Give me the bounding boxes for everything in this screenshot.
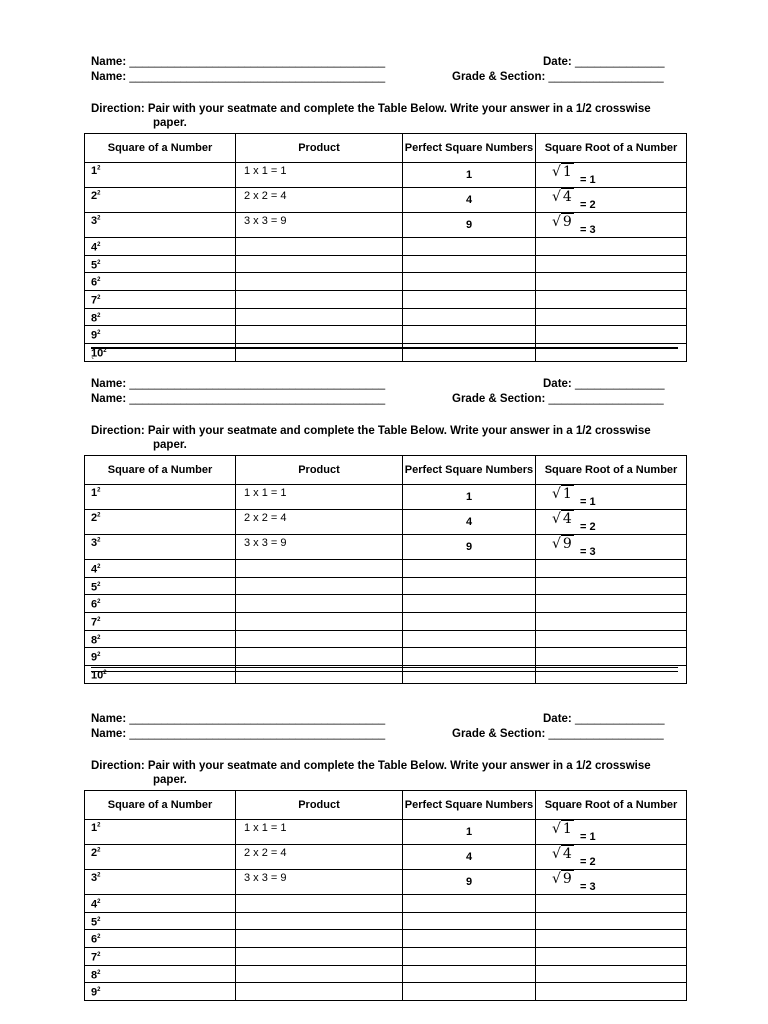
square-cell[interactable]: $6^2$ xyxy=(85,930,236,948)
grade-section-field[interactable]: Grade & Section: __________________ xyxy=(452,71,664,83)
name-field-2[interactable]: Name: ________________________________________ xyxy=(91,728,386,740)
date-field[interactable]: Date: ______________ xyxy=(543,378,665,390)
cut-line-2 xyxy=(91,667,678,672)
square-root-cell[interactable] xyxy=(536,485,687,510)
col-header-perfect-square: Perfect Square Numbers xyxy=(403,134,536,163)
name-field-2[interactable]: Name: ________________________________________ xyxy=(91,71,386,83)
table-row xyxy=(85,238,687,256)
perfect-square-cell[interactable] xyxy=(403,560,536,578)
square-root-cell[interactable] xyxy=(536,648,687,666)
table-row xyxy=(85,820,687,845)
square-cell[interactable]: $6^2$ xyxy=(85,273,236,291)
square-root-cell[interactable] xyxy=(536,965,687,983)
square-cell[interactable]: $10^2$ xyxy=(85,343,236,361)
table-row xyxy=(85,648,687,666)
perfect-square-cell[interactable] xyxy=(403,326,536,344)
direction-text: Direction: Pair with your seatmate and complete the Table Below. Write your answer in a 1/2 crosswise paper. xyxy=(91,103,651,129)
perfect-square-cell[interactable] xyxy=(403,947,536,965)
direction-text: Direction: Pair with your seatmate and complete the Table Below. Write your answer in a 1/2 crosswise paper. xyxy=(91,425,651,451)
product-cell[interactable] xyxy=(236,308,403,326)
product-cell[interactable] xyxy=(236,238,403,256)
table-row xyxy=(85,510,687,535)
perfect-square-cell[interactable] xyxy=(403,595,536,613)
square-cell[interactable]: $4^2$ xyxy=(85,560,236,578)
product-cell[interactable]: 2 x 2 = 4 xyxy=(236,188,403,213)
table-row xyxy=(85,485,687,510)
square-cell[interactable]: $2^2$ xyxy=(85,510,236,535)
perfect-square-cell[interactable]: 1 xyxy=(403,485,536,510)
product-cell[interactable] xyxy=(236,895,403,913)
product-cell[interactable] xyxy=(236,612,403,630)
square-cell[interactable]: $6^2$ xyxy=(85,595,236,613)
square-root-expression: √ 9 = 3 xyxy=(552,536,596,558)
table-row xyxy=(85,326,687,344)
product-cell[interactable] xyxy=(236,983,403,1001)
table-header-row xyxy=(85,134,687,163)
product-cell[interactable]: 3 x 3 = 9 xyxy=(236,213,403,238)
squares-table xyxy=(84,790,687,1001)
table-row xyxy=(85,290,687,308)
name-field-1[interactable]: Name: ________________________________________ xyxy=(91,378,386,390)
product-cell[interactable] xyxy=(236,930,403,948)
square-root-cell[interactable] xyxy=(536,188,687,213)
square-root-cell[interactable] xyxy=(536,930,687,948)
col-header-square-root: Square Root of a Number xyxy=(536,456,687,485)
product-cell[interactable]: 3 x 3 = 9 xyxy=(236,535,403,560)
col-header-square: Square of a Number xyxy=(85,456,236,485)
perfect-square-cell[interactable] xyxy=(403,648,536,666)
perfect-square-cell[interactable]: 1 xyxy=(403,163,536,188)
square-cell[interactable]: $9^2$ xyxy=(85,326,236,344)
square-root-cell[interactable] xyxy=(536,308,687,326)
square-cell[interactable]: $4^2$ xyxy=(85,238,236,256)
square-cell[interactable]: $1^2$ xyxy=(85,485,236,510)
square-cell[interactable]: $5^2$ xyxy=(85,255,236,273)
table-row xyxy=(85,965,687,983)
square-root-cell[interactable] xyxy=(536,947,687,965)
table-row xyxy=(85,188,687,213)
square-cell[interactable]: $3^2$ xyxy=(85,870,236,895)
product-cell[interactable] xyxy=(236,912,403,930)
perfect-square-cell[interactable] xyxy=(403,577,536,595)
col-header-perfect-square: Perfect Square Numbers xyxy=(403,456,536,485)
col-header-product: Product xyxy=(236,791,403,820)
square-root-cell[interactable] xyxy=(536,820,687,845)
square-cell[interactable]: $9^2$ xyxy=(85,983,236,1001)
square-root-cell[interactable] xyxy=(536,326,687,344)
perfect-square-cell[interactable]: 4 xyxy=(403,845,536,870)
square-root-cell[interactable] xyxy=(536,510,687,535)
perfect-square-cell[interactable] xyxy=(403,612,536,630)
product-cell[interactable] xyxy=(236,273,403,291)
square-cell[interactable]: $5^2$ xyxy=(85,912,236,930)
squares-table xyxy=(84,133,687,362)
product-cell[interactable] xyxy=(236,326,403,344)
col-header-product: Product xyxy=(236,134,403,163)
squares-table xyxy=(84,455,687,684)
square-cell[interactable]: $2^2$ xyxy=(85,845,236,870)
table-header-row xyxy=(85,456,687,485)
perfect-square-cell[interactable] xyxy=(403,930,536,948)
name-field-1[interactable]: Name: ________________________________________ xyxy=(91,56,386,68)
table-row xyxy=(85,845,687,870)
product-cell[interactable] xyxy=(236,648,403,666)
name-field-2[interactable]: Name: ________________________________________ xyxy=(91,393,386,405)
perfect-square-cell[interactable] xyxy=(403,965,536,983)
square-root-cell[interactable] xyxy=(536,630,687,648)
product-cell[interactable] xyxy=(236,965,403,983)
table-row xyxy=(85,577,687,595)
square-root-cell[interactable] xyxy=(536,535,687,560)
square-cell[interactable]: $8^2$ xyxy=(85,965,236,983)
square-root-expression: √ 9 = 3 xyxy=(552,871,596,893)
square-cell[interactable]: $7^2$ xyxy=(85,947,236,965)
perfect-square-cell[interactable] xyxy=(403,308,536,326)
square-cell[interactable]: $2^2$ xyxy=(85,188,236,213)
square-cell[interactable]: $3^2$ xyxy=(85,535,236,560)
square-root-expression: √ 1 = 1 xyxy=(552,486,596,508)
table-row xyxy=(85,930,687,948)
table-row xyxy=(85,912,687,930)
square-root-cell[interactable] xyxy=(536,870,687,895)
perfect-square-cell[interactable]: 4 xyxy=(403,188,536,213)
square-root-cell[interactable] xyxy=(536,845,687,870)
table-row xyxy=(85,255,687,273)
square-cell[interactable]: $4^2$ xyxy=(85,895,236,913)
col-header-square-root: Square Root of a Number xyxy=(536,134,687,163)
table-row xyxy=(85,535,687,560)
perfect-square-cell[interactable] xyxy=(403,912,536,930)
square-root-cell[interactable] xyxy=(536,290,687,308)
col-header-product: Product xyxy=(236,456,403,485)
square-root-cell[interactable] xyxy=(536,595,687,613)
product-cell[interactable] xyxy=(236,630,403,648)
table-row xyxy=(85,983,687,1001)
cut-line-1 xyxy=(91,347,678,349)
table-header-row xyxy=(85,791,687,820)
grade-section-field[interactable]: Grade & Section: __________________ xyxy=(452,728,664,740)
perfect-square-cell[interactable] xyxy=(403,273,536,291)
square-root-cell[interactable] xyxy=(536,612,687,630)
product-cell[interactable]: 1 x 1 = 1 xyxy=(236,820,403,845)
date-field[interactable]: Date: ______________ xyxy=(543,56,665,68)
product-cell[interactable] xyxy=(236,255,403,273)
product-cell[interactable]: 3 x 3 = 9 xyxy=(236,870,403,895)
perfect-square-cell[interactable]: 9 xyxy=(403,213,536,238)
table-row xyxy=(85,273,687,291)
table-row xyxy=(85,213,687,238)
col-header-perfect-square: Perfect Square Numbers xyxy=(403,791,536,820)
square-root-expression: √ 4 = 2 xyxy=(552,189,596,211)
perfect-square-cell[interactable] xyxy=(403,983,536,1001)
col-header-square: Square of a Number xyxy=(85,791,236,820)
square-cell[interactable]: $7^2$ xyxy=(85,612,236,630)
square-root-cell[interactable] xyxy=(536,163,687,188)
perfect-square-cell[interactable] xyxy=(403,895,536,913)
square-root-expression: √ 9 = 3 xyxy=(552,214,596,236)
square-root-expression: √ 4 = 2 xyxy=(552,846,596,868)
square-root-cell[interactable] xyxy=(536,912,687,930)
table-row xyxy=(85,612,687,630)
table-row xyxy=(85,947,687,965)
direction-text: Direction: Pair with your seatmate and complete the Table Below. Write your answer in a 1/2 crosswise paper. xyxy=(91,760,651,786)
stray-mark: ` xyxy=(91,357,95,368)
product-cell[interactable]: 2 x 2 = 4 xyxy=(236,845,403,870)
square-root-cell[interactable] xyxy=(536,560,687,578)
product-cell[interactable] xyxy=(236,290,403,308)
table-row xyxy=(85,630,687,648)
date-field[interactable]: Date: ______________ xyxy=(543,713,665,725)
square-cell[interactable]: $8^2$ xyxy=(85,630,236,648)
square-root-cell[interactable] xyxy=(536,255,687,273)
col-header-square: Square of a Number xyxy=(85,134,236,163)
product-cell[interactable]: 2 x 2 = 4 xyxy=(236,510,403,535)
perfect-square-cell[interactable]: 4 xyxy=(403,510,536,535)
square-root-cell[interactable] xyxy=(536,983,687,1001)
product-cell[interactable] xyxy=(236,947,403,965)
perfect-square-cell[interactable]: 1 xyxy=(403,820,536,845)
product-cell[interactable]: 1 x 1 = 1 xyxy=(236,163,403,188)
product-cell[interactable] xyxy=(236,560,403,578)
perfect-square-cell[interactable] xyxy=(403,630,536,648)
product-cell[interactable] xyxy=(236,577,403,595)
square-root-cell[interactable] xyxy=(536,213,687,238)
square-root-cell[interactable] xyxy=(536,577,687,595)
perfect-square-cell[interactable] xyxy=(403,290,536,308)
square-root-expression: √ 1 = 1 xyxy=(552,821,596,843)
square-cell[interactable]: $10^2$ xyxy=(85,665,236,683)
square-cell[interactable]: $9^2$ xyxy=(85,648,236,666)
square-cell[interactable]: $5^2$ xyxy=(85,577,236,595)
table-row xyxy=(85,560,687,578)
square-cell[interactable]: $8^2$ xyxy=(85,308,236,326)
name-field-1[interactable]: Name: ________________________________________ xyxy=(91,713,386,725)
table-row xyxy=(85,163,687,188)
square-root-cell[interactable] xyxy=(536,895,687,913)
square-root-cell[interactable] xyxy=(536,273,687,291)
table-row xyxy=(85,308,687,326)
square-cell[interactable]: $1^2$ xyxy=(85,163,236,188)
square-cell[interactable]: $3^2$ xyxy=(85,213,236,238)
product-cell[interactable]: 1 x 1 = 1 xyxy=(236,485,403,510)
col-header-square-root: Square Root of a Number xyxy=(536,791,687,820)
table-row xyxy=(85,870,687,895)
product-cell[interactable] xyxy=(236,595,403,613)
square-cell[interactable]: $1^2$ xyxy=(85,820,236,845)
table-row xyxy=(85,895,687,913)
perfect-square-cell[interactable]: 9 xyxy=(403,535,536,560)
grade-section-field[interactable]: Grade & Section: __________________ xyxy=(452,393,664,405)
square-root-cell[interactable] xyxy=(536,238,687,256)
perfect-square-cell[interactable]: 9 xyxy=(403,870,536,895)
perfect-square-cell[interactable] xyxy=(403,238,536,256)
table-row xyxy=(85,595,687,613)
square-root-expression: √ 4 = 2 xyxy=(552,511,596,533)
square-cell[interactable]: $7^2$ xyxy=(85,290,236,308)
perfect-square-cell[interactable] xyxy=(403,255,536,273)
square-root-expression: √ 1 = 1 xyxy=(552,164,596,186)
